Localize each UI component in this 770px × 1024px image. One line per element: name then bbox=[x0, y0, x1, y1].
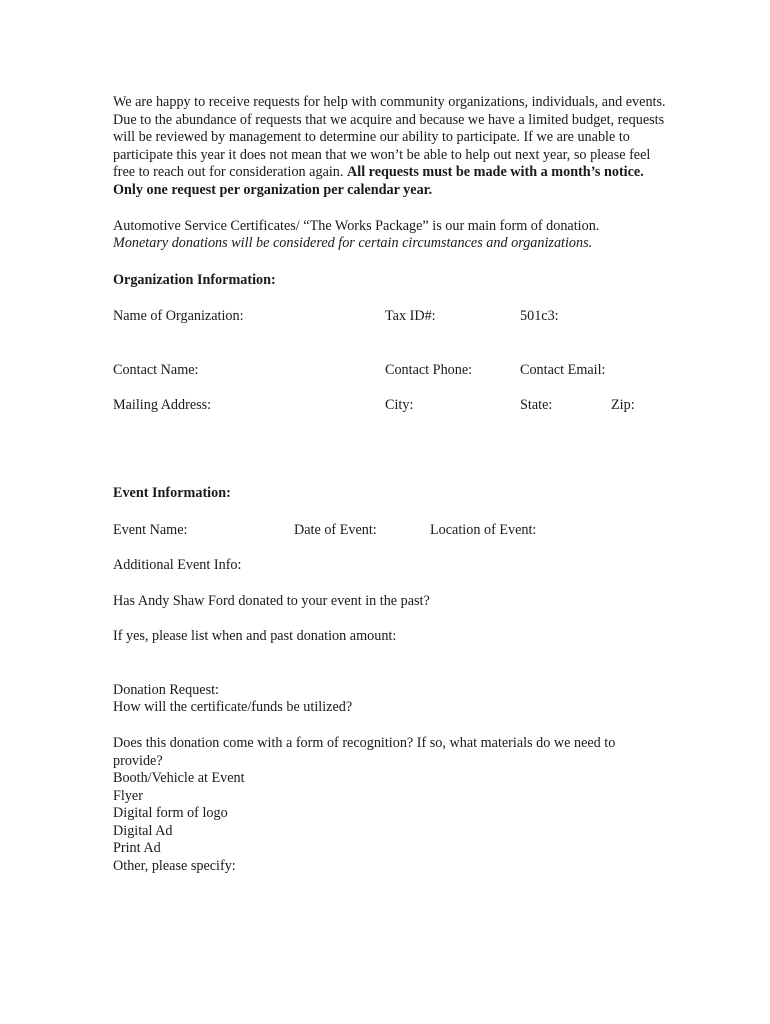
contact-email-label: Contact Email: bbox=[520, 362, 606, 379]
donation-request-label: Donation Request: bbox=[113, 681, 219, 698]
organization-row-3 bbox=[113, 396, 673, 414]
recognition-question: Does this donation come with a form of recognition? If so, what materials do we need to provide? bbox=[113, 734, 616, 769]
event-name-label: Event Name: bbox=[113, 521, 188, 538]
additional-event-info-label: Additional Event Info: bbox=[113, 556, 242, 573]
state-label: State: bbox=[520, 397, 553, 414]
recognition-option-booth: Booth/Vehicle at Event bbox=[113, 770, 245, 787]
utilization-question: How will the certificate/funds be utilized? bbox=[113, 699, 353, 716]
recognition-options-list bbox=[113, 770, 673, 876]
recognition-option-digital-ad: Digital Ad bbox=[113, 822, 173, 839]
recognition-option-flyer: Flyer bbox=[113, 787, 143, 804]
recognition-option-print-ad: Print Ad bbox=[113, 840, 161, 857]
contact-phone-label: Contact Phone: bbox=[385, 362, 473, 379]
intro-paragraph bbox=[113, 94, 673, 200]
donation-type-note: Monetary donations will be considered for certain circumstances and organizations. bbox=[113, 235, 593, 252]
contact-name-label: Contact Name: bbox=[113, 362, 199, 379]
organization-heading: Organization Information: bbox=[113, 271, 276, 288]
event-date-label: Date of Event: bbox=[294, 521, 377, 538]
city-label: City: bbox=[385, 397, 414, 414]
past-donation-followup: If yes, please list when and past donation amount: bbox=[113, 628, 397, 645]
zip-label: Zip: bbox=[611, 397, 635, 414]
organization-row-1 bbox=[113, 307, 673, 325]
organization-row-2 bbox=[113, 361, 673, 379]
intro-text: We are happy to receive requests for help with community organizations, individuals, and events. Due to the abundance of requests that we acquire and because we have a limited budget, requests will be reviewed by management to determine our ability to participate. If we are unable to participate this year it does not mean that we won’t be able to help out next year, so please feel free to reach out for consideration again. bbox=[113, 94, 666, 181]
past-donation-question: Has Andy Shaw Ford donated to your event in the past? bbox=[113, 592, 430, 609]
tax-id-label: Tax ID#: bbox=[385, 308, 436, 325]
event-row-1 bbox=[113, 521, 673, 539]
donation-type-main: Automotive Service Certificates/ “The Works Package” is our main form of donation. bbox=[113, 217, 600, 234]
donation-request-form bbox=[113, 94, 673, 876]
event-location-label: Location of Event: bbox=[430, 521, 537, 538]
event-heading: Event Information: bbox=[113, 485, 231, 502]
status-501c3-label: 501c3: bbox=[520, 308, 559, 325]
donation-type-block bbox=[113, 218, 673, 253]
organization-name-label: Name of Organization: bbox=[113, 308, 244, 325]
mailing-address-label: Mailing Address: bbox=[113, 397, 212, 414]
recognition-option-other: Other, please specify: bbox=[113, 858, 236, 875]
intro-requirements: All requests must be made with a month’s notice. Only one request per organization per calendar year. bbox=[113, 164, 644, 198]
recognition-option-digital-logo: Digital form of logo bbox=[113, 805, 228, 822]
